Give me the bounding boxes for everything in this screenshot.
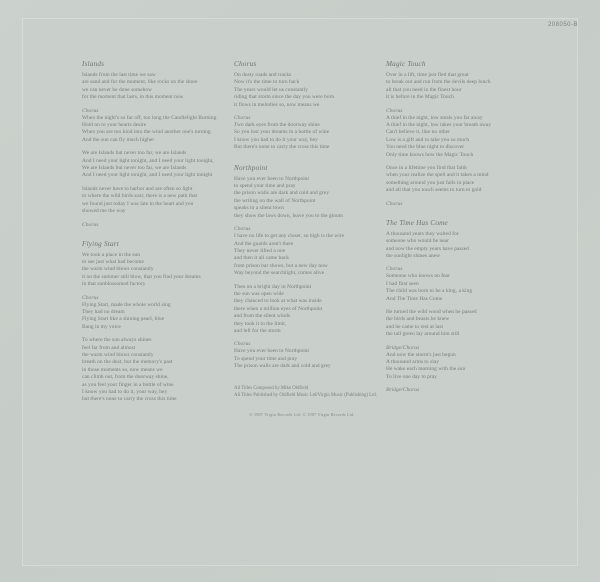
lyric-line: breath on the dust, but the memory's past xyxy=(82,359,173,366)
stanza xyxy=(234,226,368,277)
stanza-label: Bridge/Chorus xyxy=(386,387,420,394)
lyric-line: from prison bar shows, but a new day now xyxy=(234,262,328,269)
lyric-line: We took a place in the sun xyxy=(82,251,141,258)
song-continuation-chorus xyxy=(234,60,368,152)
lyric-line: we found just today I was late in the heart and you xyxy=(82,200,194,207)
lyric-line: To where the sun always shines xyxy=(82,337,152,344)
lyric-line: We are Islands but never too far, we are Islands xyxy=(82,150,187,157)
lyric-line: The prison walls are dark and cold and grey xyxy=(234,363,331,370)
stanza xyxy=(82,222,216,228)
lyric-line: We are Islands but never too far, we are Islands xyxy=(82,165,187,172)
song-credits xyxy=(234,385,378,399)
stanza xyxy=(386,201,520,207)
stanza xyxy=(82,72,216,102)
lyric-line: all that you need in the finest hour xyxy=(386,86,462,93)
stanza xyxy=(386,266,520,303)
lyric-line: A thief in the night, low steals you far away xyxy=(386,114,483,121)
lyric-line: Flying Start like a shining pearl, blue xyxy=(82,316,165,323)
lyric-line: speaks to a silent town xyxy=(234,205,284,212)
lyric-line: as you feel your finger in a bottle of wine xyxy=(82,381,174,388)
lyric-line: Hold on to your hearts desire xyxy=(82,122,147,129)
lyric-line: When you are too kind into the wind another one's turning xyxy=(82,129,211,136)
song-islands xyxy=(82,60,216,228)
lyric-line: He turned the wild wood when he passed xyxy=(386,308,477,315)
lyric-line: I have no life to get any closer, so high is the wire xyxy=(234,233,345,240)
lyric-line: the warm wind blows constantly xyxy=(82,266,154,273)
lyric-line: They never lifted a one xyxy=(234,247,286,254)
lyric-line: I know you had to do it your way, hey xyxy=(234,136,318,143)
lyric-line: You need the blue night to discover xyxy=(386,144,465,151)
lyric-line: On dusty roads and tracks xyxy=(234,72,292,78)
lyric-line: something around you just falls in place xyxy=(386,179,475,186)
lyric-line: there when a million eyes of Northpoint xyxy=(234,305,323,312)
lyric-line: the sunlight shines anew xyxy=(386,252,441,259)
credit-line: All Titles Published by Oldfield Music Ltd/Virgin Music (Publishing) Ltd. xyxy=(234,392,378,398)
lyric-line: they took it to the limit, xyxy=(234,320,287,327)
stanza-label: Chorus xyxy=(386,266,403,273)
lyric-line: the warm wind blows constantly xyxy=(82,351,154,358)
stanza-label: Chorus xyxy=(234,115,251,122)
stanza-label: Chorus xyxy=(82,107,99,114)
lyric-line: A thousand years they waited for xyxy=(386,230,459,237)
lyric-line: showed me the way xyxy=(82,208,126,215)
lyric-line: the writing on the wall of Northpoint xyxy=(234,197,316,204)
lyric-line: the tall green lay around him still xyxy=(386,331,460,338)
lyric-line: the prison walls are dark and cold and grey xyxy=(234,190,329,197)
stanza-label: Chorus xyxy=(234,341,251,348)
lyric-line: And I need your light tonight, and I need your light tonight xyxy=(82,172,213,179)
stanza-label: Bridge/Chorus xyxy=(386,344,420,351)
song-the-time-has-come xyxy=(386,219,520,394)
lyric-line: And now the storm's just begun xyxy=(386,351,456,358)
lyric-line: but there's none to carry the cross this time xyxy=(82,396,177,403)
lyrics-column-3 xyxy=(386,60,520,410)
lyric-line: And the guards aren't there xyxy=(234,240,294,247)
lyric-line: can climb out, from the doorway shine, xyxy=(82,374,169,381)
song-magic-touch xyxy=(386,60,520,207)
lyric-line: to spend your time and pray xyxy=(234,183,296,190)
lyrics-column-1 xyxy=(82,60,216,410)
lyric-line: to see just what had become xyxy=(82,258,144,265)
lyric-line: feel far from and almost xyxy=(82,344,136,351)
stanza xyxy=(82,186,216,216)
lyric-line: and all that you touch seems to turn to gold xyxy=(386,187,482,194)
stanza-label: Chorus xyxy=(82,294,99,301)
lyric-line: The child was born to be a king, a king xyxy=(386,288,473,295)
stanza xyxy=(386,108,520,159)
lyric-line: Have you ever been to Northpoint xyxy=(234,175,310,182)
lyric-line: Low is a gift and to take you so much xyxy=(386,136,470,143)
stanza xyxy=(82,337,216,404)
lyric-line: when your realize the spell and it takes a mind xyxy=(386,172,489,179)
lyric-line: And the sun can fly much higher xyxy=(82,136,155,143)
stanza xyxy=(234,284,368,336)
lyric-line: the birds and beasts he knew xyxy=(386,316,450,323)
lyric-line: they chanced to look at what was inside xyxy=(234,298,322,305)
lyric-line: Islands never have to harbor and are often so light xyxy=(82,185,193,192)
stanza xyxy=(82,150,216,180)
stanza xyxy=(386,309,520,339)
lyric-line: And I need your light tonight, and I need your light tonight, xyxy=(82,157,214,164)
lyric-line: I know you had to do it, your way, hey xyxy=(82,389,168,395)
lyric-line: and he came to rest at last xyxy=(386,323,444,330)
lyric-line: and from the silent winds xyxy=(234,313,291,320)
lyric-line: Way beyond the searchlight, comes alive xyxy=(234,270,325,277)
lyric-line: they show the laws down, leave you to the gloom xyxy=(234,212,343,219)
lyric-line: the sun was open wide xyxy=(234,290,284,297)
stanza-label: Chorus xyxy=(386,200,403,207)
stanza-label: Chorus xyxy=(82,221,99,228)
lyric-line: To live one day to pray xyxy=(386,373,437,380)
lyric-line: Someone who knows no fear xyxy=(386,273,450,280)
lyric-line: and left for the storm xyxy=(234,327,281,334)
song-title: Northpoint xyxy=(234,163,268,172)
stanza xyxy=(234,115,368,152)
song-title: The Time Has Come xyxy=(386,218,448,227)
stanza-label: Chorus xyxy=(386,107,403,114)
lyric-line: Once in a lifetime you find that faith xyxy=(386,165,467,172)
lyric-line: Can't believe it, like no other xyxy=(386,129,450,136)
stanza xyxy=(82,108,216,145)
stanza xyxy=(386,231,520,261)
stanza xyxy=(82,252,216,289)
lyric-line: in those moments so, now means we xyxy=(82,366,163,373)
lyric-line: riding that storm since the day you were born xyxy=(234,94,335,101)
song-northpoint xyxy=(234,163,378,399)
lyric-line: we can never be done somehow xyxy=(82,86,153,93)
lyric-line: Only time knows how the Magic Touch xyxy=(386,151,474,158)
lyric-line: The years would let us constantly xyxy=(234,86,308,93)
lyric-line: Islands from the last time we saw xyxy=(82,72,156,78)
lyric-line: When the night's so far off, too long the Candlelight Burning xyxy=(82,114,217,121)
lyric-line: it is before in the Magic Touch xyxy=(386,94,454,101)
lyric-line: in that sunblossomed factory xyxy=(82,281,146,288)
stanza-label: Chorus xyxy=(234,226,251,233)
lyrics-columns xyxy=(82,60,522,410)
lyric-line: A thousand arms to slay xyxy=(386,358,439,365)
lyric-line: and then it all came back xyxy=(234,255,289,262)
stanza xyxy=(386,165,520,195)
lyric-line: A thief in the night, low takes your breath away xyxy=(386,122,492,129)
lyrics-column-2 xyxy=(234,60,378,410)
lyric-line: and now the empty years have passed xyxy=(386,245,469,252)
lyric-line: So you lost your dreams in a bottle of wine xyxy=(234,129,330,136)
lyrics-area xyxy=(82,60,522,420)
song-title: Magic Touch xyxy=(386,60,426,68)
lyric-line: Over in a lift, time just fled that great xyxy=(386,72,469,78)
catalog-number: 208050-B xyxy=(547,22,578,28)
lyric-line: To spend your time and pray xyxy=(234,355,298,362)
lyric-line: They had no dream xyxy=(82,308,125,315)
lyric-line: Have you ever been to Northpoint xyxy=(234,348,310,355)
lyric-line: it flows in melodies so, now means we xyxy=(234,101,320,108)
stanza xyxy=(234,341,368,370)
stanza xyxy=(386,72,520,102)
stanza xyxy=(82,295,216,332)
song-title: Islands xyxy=(82,60,105,68)
lyric-line: someone who would be near xyxy=(386,238,449,245)
lyric-line: Flying Start, made the whole world sing xyxy=(82,301,171,308)
stanza xyxy=(234,176,368,220)
credit-line: All Titles Composed by Mike Oldfield xyxy=(234,385,309,391)
lyric-line: to where the wild birds soar, there is a new path that xyxy=(82,193,198,200)
lyric-line: But there's none to carry the cross this time xyxy=(234,144,330,151)
lyric-line: to break out and run from the devils deep lunch xyxy=(386,79,491,86)
stanza xyxy=(234,72,368,109)
copyright-notice: ℗ 1987 Virgin Records Ltd. © 1987 Virgin Records Ltd. xyxy=(249,412,355,417)
lyric-line: Then on a bright day in Northpoint xyxy=(234,283,312,290)
song-flying-start xyxy=(82,240,216,404)
lyric-line: it on the summer still blow, that you find your dreams xyxy=(82,273,201,280)
lyric-line: I had first seen xyxy=(386,280,419,287)
lyric-line: Bang in my voice xyxy=(82,323,121,330)
lyric-line: Now it's the time to turn back xyxy=(234,79,300,86)
lyric-line: And The Time Has Come xyxy=(386,295,443,302)
stanza xyxy=(386,387,520,393)
stanza xyxy=(386,345,520,382)
lyric-line: for the moment that lasts, in this moment now xyxy=(82,94,184,101)
lyric-line: are sand and for the moment, like rocks on the shore xyxy=(82,79,198,86)
song-title: Chorus xyxy=(234,60,257,68)
song-title: Flying Start xyxy=(82,239,119,248)
lyric-line: Two dark eyes from the doorway shine xyxy=(234,122,320,129)
lyric-line: He wake each morning with the sun xyxy=(386,366,466,373)
